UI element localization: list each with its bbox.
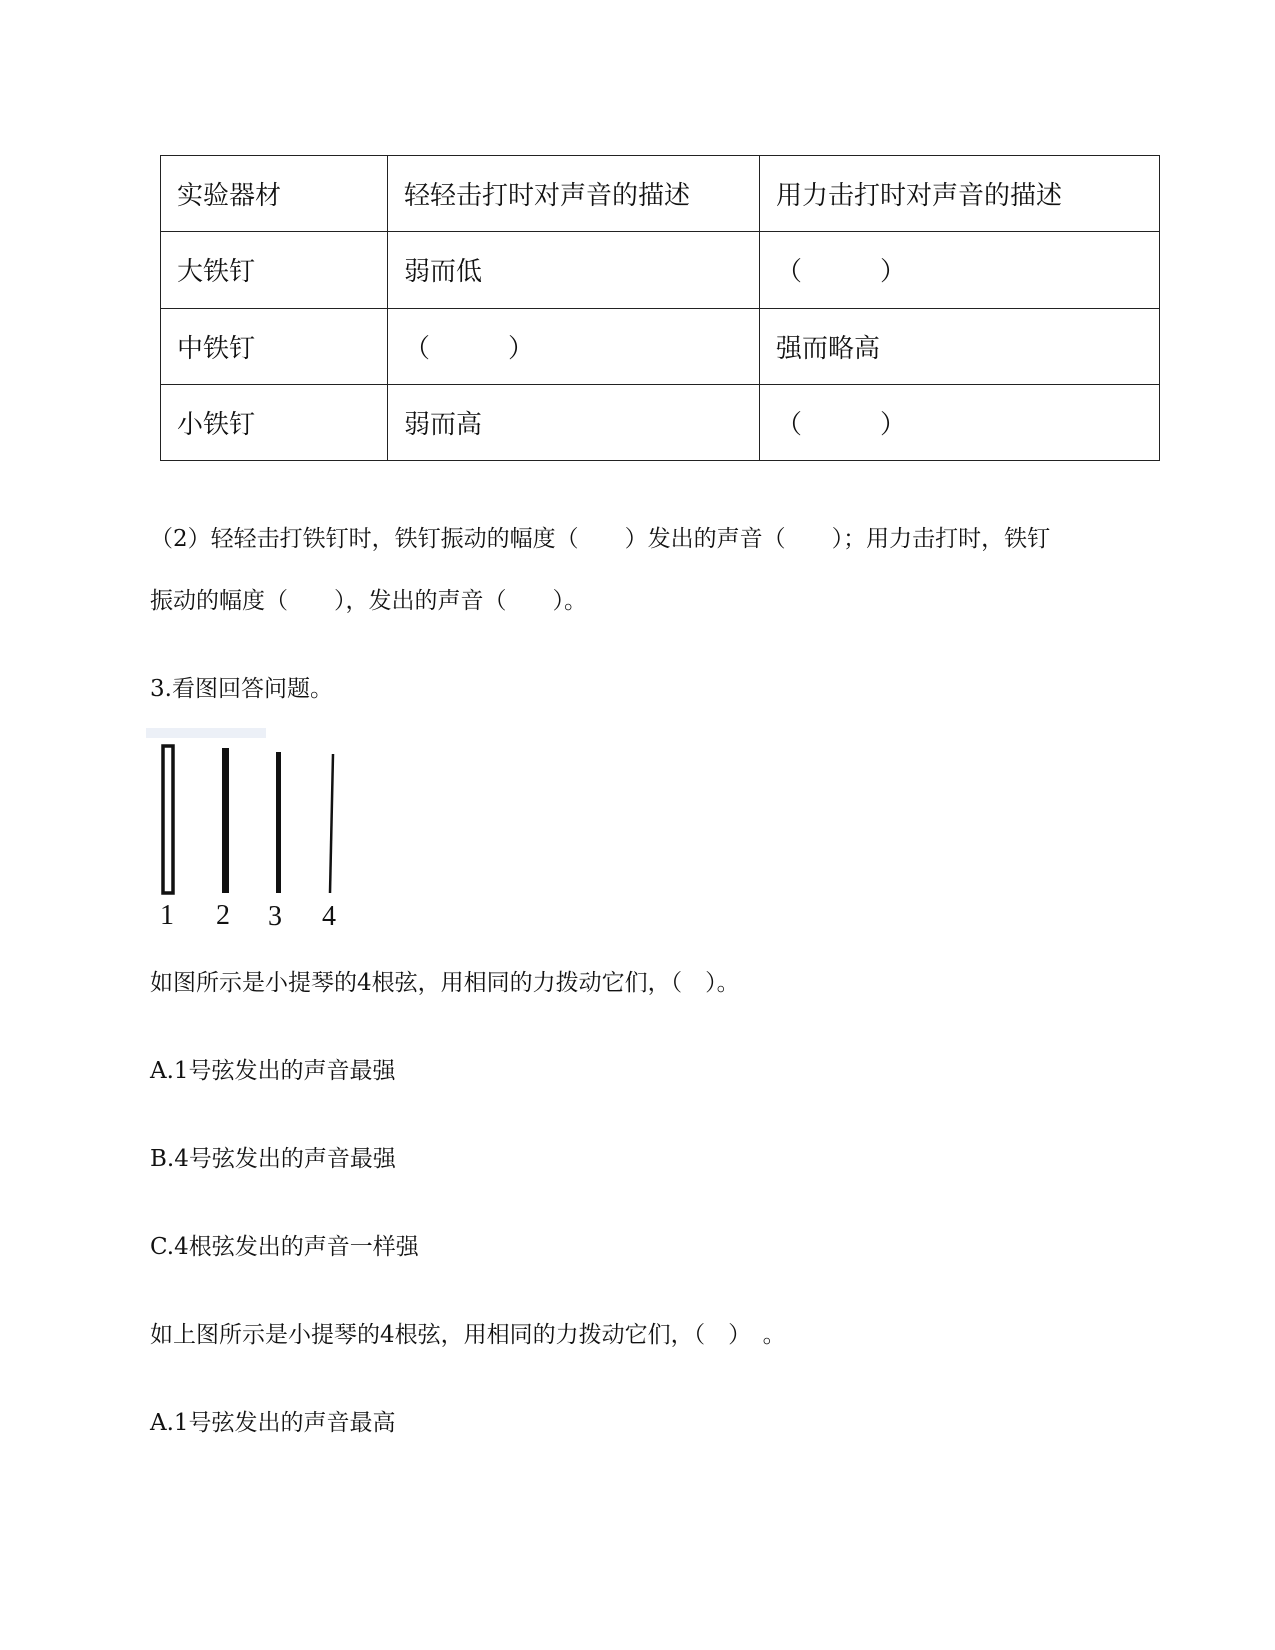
- table-cell: 中铁钉: [161, 308, 388, 384]
- string-label: 1: [160, 900, 174, 931]
- string-label: 4: [322, 901, 336, 932]
- table-cell: （ ）: [760, 232, 1160, 308]
- table-cell: （ ）: [388, 308, 760, 384]
- string-2: [222, 748, 229, 893]
- question3-stem1: 如图所示是小提琴的4根弦，用相同的力拨动它们，（ ）。: [150, 970, 740, 996]
- table-row: [161, 232, 1160, 308]
- question3-stem2: 如上图所示是小提琴的4根弦，用相同的力拨动它们，（ ） 。: [150, 1322, 786, 1348]
- option-a-second: A.1号弦发出的声音最高: [150, 1410, 396, 1436]
- table-header-cell: 实验器材: [161, 156, 388, 232]
- violin-strings-figure: [146, 728, 361, 933]
- string-3: [276, 752, 281, 893]
- option-b: B.4号弦发出的声音最强: [150, 1146, 396, 1172]
- experiment-table: [160, 155, 1160, 461]
- string-1: [163, 746, 173, 893]
- table-header-cell: 用力击打时对声音的描述: [760, 156, 1160, 232]
- table-cell: 弱而高: [388, 384, 760, 460]
- option-a: A.1号弦发出的声音最强: [150, 1058, 396, 1084]
- string-label: 3: [268, 901, 282, 932]
- table-cell: 强而略高: [760, 308, 1160, 384]
- table-cell: 大铁钉: [161, 232, 388, 308]
- question2-line1: （2）轻轻击打铁钉时，铁钉振动的幅度（ ）发出的声音（ ）；用力击打时，铁钉: [150, 526, 1051, 552]
- table-cell: 弱而低: [388, 232, 760, 308]
- table-row: [161, 308, 1160, 384]
- table-header-cell: 轻轻击打时对声音的描述: [388, 156, 760, 232]
- table-cell: 小铁钉: [161, 384, 388, 460]
- table-row: [161, 384, 1160, 460]
- question2-line2: 振动的幅度（ ），发出的声音（ ）。: [150, 588, 587, 614]
- table-header-row: [161, 156, 1160, 232]
- string-label: 2: [216, 900, 230, 931]
- table-cell: （ ）: [760, 384, 1160, 460]
- question3-title: 3.看图回答问题。: [150, 676, 333, 702]
- option-c: C.4根弦发出的声音一样强: [150, 1234, 419, 1260]
- string-4: [330, 754, 333, 893]
